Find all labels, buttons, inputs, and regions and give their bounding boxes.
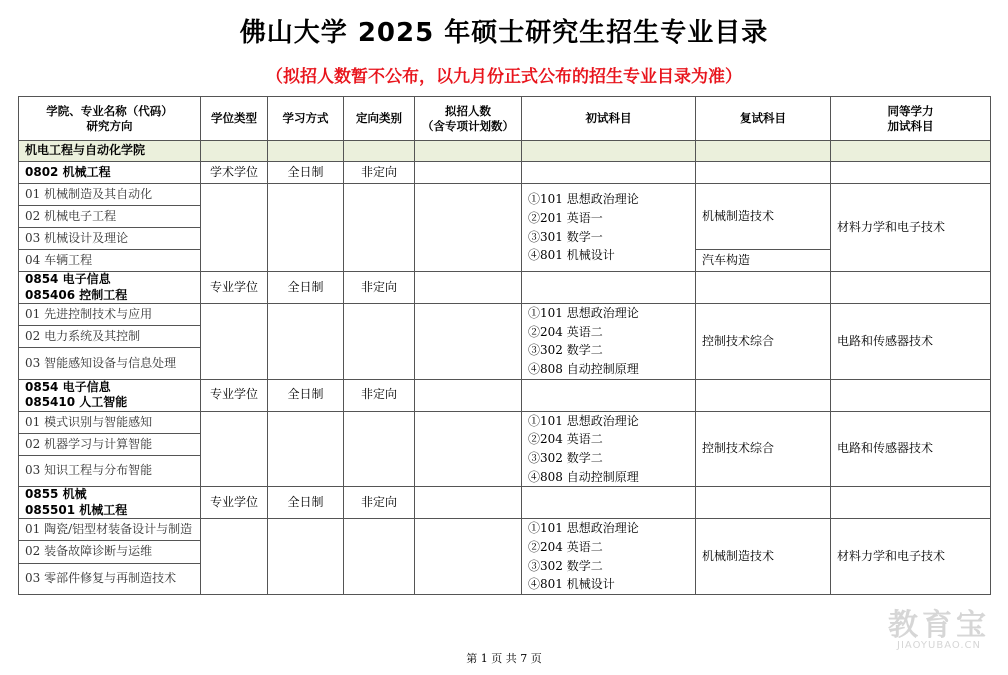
- orientation: 非定向: [344, 162, 415, 184]
- direction-row: [19, 411, 991, 433]
- college-name: 机电工程与自动化学院: [19, 141, 201, 162]
- major-name-line2: 085501 机械工程: [25, 502, 128, 517]
- direction-row: [19, 519, 991, 541]
- subject-item: ③302 数学二: [528, 343, 603, 358]
- major-name: [19, 487, 201, 519]
- header-major: [19, 97, 201, 141]
- direction-item: 03 零部件修复与再制造技术: [19, 563, 201, 594]
- header-study-mode: 学习方式: [268, 97, 344, 141]
- degree-type: 专业学位: [201, 487, 268, 519]
- direction-item: 03 知识工程与分布智能: [19, 455, 201, 486]
- major-name: [19, 379, 201, 411]
- major-name-line2: 085410 人工智能: [25, 395, 128, 410]
- direction-item: 02 机器学习与计算智能: [19, 433, 201, 455]
- direction-item: 04 车辆工程: [19, 250, 201, 272]
- page-subtitle: （拟招人数暂不公布，以九月份正式公布的招生专业目录为准）: [266, 67, 742, 87]
- header-degree-type: 学位类型: [201, 97, 268, 141]
- degree-type: 学术学位: [201, 162, 268, 184]
- header-equiv-line2: 加试科目: [887, 118, 934, 133]
- header-row: [19, 97, 991, 141]
- major-row: [19, 487, 991, 519]
- page-title: 佛山大学 2025 年硕士研究生招生专业目录: [239, 18, 769, 48]
- prelim-subjects: [522, 411, 696, 486]
- direction-item: 03 智能感知设备与信息处理: [19, 348, 201, 379]
- subject-item: ②201 英语一: [528, 210, 603, 225]
- subject-item: ①101 思想政治理论: [528, 192, 639, 207]
- direction-item: 01 模式识别与智能感知: [19, 411, 201, 433]
- page-footer: 第 1 页 共 7 页: [466, 652, 542, 665]
- header-plan-line1: 拟招人数: [445, 103, 491, 118]
- major-name-line2: 085406 控制工程: [25, 287, 128, 302]
- study-mode: 全日制: [268, 487, 344, 519]
- retest-subject-extra: 汽车构造: [696, 250, 831, 272]
- direction-item: 02 电力系统及其控制: [19, 326, 201, 348]
- prelim-subjects: [522, 184, 696, 272]
- header-orientation: 定向类别: [344, 97, 415, 141]
- header-prelim: 初试科目: [522, 97, 696, 141]
- study-mode: 全日制: [268, 162, 344, 184]
- header-equiv: [831, 97, 991, 141]
- header-retest: 复试科目: [696, 97, 831, 141]
- subject-item: ②204 英语二: [528, 432, 603, 447]
- retest-subject: 控制技术综合: [696, 304, 831, 379]
- orientation: 非定向: [344, 487, 415, 519]
- subject-item: ①101 思想政治理论: [528, 306, 639, 321]
- direction-item: 01 机械制造及其自动化: [19, 184, 201, 206]
- retest-subject: 机械制造技术: [696, 519, 831, 594]
- direction-row: [19, 184, 991, 206]
- prelim-subjects: [522, 304, 696, 379]
- major-name-line1: 0802 机械工程: [25, 164, 111, 179]
- equiv-subject: 材料力学和电子技术: [831, 184, 991, 272]
- major-row: [19, 272, 991, 304]
- header-major-line2: 研究方向: [86, 118, 133, 133]
- equiv-subject: 材料力学和电子技术: [831, 519, 991, 594]
- header-equiv-line1: 同等学力: [887, 103, 934, 118]
- degree-type: 专业学位: [201, 272, 268, 304]
- orientation: 非定向: [344, 379, 415, 411]
- direction-item: 02 装备故障诊断与运维: [19, 541, 201, 563]
- subject-item: ④808 自动控制原理: [528, 361, 639, 376]
- subject-item: ③301 数学一: [528, 229, 603, 244]
- catalog-table: [18, 96, 991, 595]
- subject-item: ①101 思想政治理论: [528, 521, 639, 536]
- header-plan-line2: （含专项计划数）: [422, 118, 514, 133]
- direction-item: 03 机械设计及理论: [19, 228, 201, 250]
- orientation: 非定向: [344, 272, 415, 304]
- major-name-line1: 0854 电子信息: [25, 379, 111, 394]
- degree-type: 专业学位: [201, 379, 268, 411]
- watermark-main: 教育宝: [888, 608, 990, 643]
- retest-subject: 机械制造技术: [696, 184, 831, 250]
- watermark-logo: [888, 600, 990, 651]
- equiv-subject: 电路和传感器技术: [831, 411, 991, 486]
- subject-item: ④801 机械设计: [528, 248, 615, 263]
- direction-item: 01 先进控制技术与应用: [19, 304, 201, 326]
- subject-item: ①101 思想政治理论: [528, 413, 639, 428]
- study-mode: 全日制: [268, 379, 344, 411]
- major-name: [19, 162, 201, 184]
- subject-item: ③302 数学二: [528, 450, 603, 465]
- subject-item: ②204 英语二: [528, 539, 603, 554]
- direction-item: 01 陶瓷/铝型材装备设计与制造: [19, 519, 201, 541]
- header-major-line1: 学院、专业名称（代码）: [46, 103, 173, 118]
- direction-row: [19, 304, 991, 326]
- major-row: [19, 379, 991, 411]
- direction-item: 02 机械电子工程: [19, 206, 201, 228]
- subject-item: ②204 英语二: [528, 324, 603, 339]
- major-row: [19, 162, 991, 184]
- retest-subject: 控制技术综合: [696, 411, 831, 486]
- subject-item: ③302 数学二: [528, 558, 603, 573]
- equiv-subject: 电路和传感器技术: [831, 304, 991, 379]
- study-mode: 全日制: [268, 272, 344, 304]
- college-row: [19, 141, 991, 162]
- major-name-line1: 0854 电子信息: [25, 272, 111, 286]
- header-plan: [415, 97, 522, 141]
- major-name: [19, 272, 201, 304]
- subject-item: ④808 自动控制原理: [528, 469, 639, 484]
- subject-item: ④801 机械设计: [528, 577, 615, 592]
- prelim-subjects: [522, 519, 696, 594]
- major-name-line1: 0855 机械: [25, 487, 87, 502]
- watermark-sub: JIAOYUBAO.CN: [897, 640, 981, 651]
